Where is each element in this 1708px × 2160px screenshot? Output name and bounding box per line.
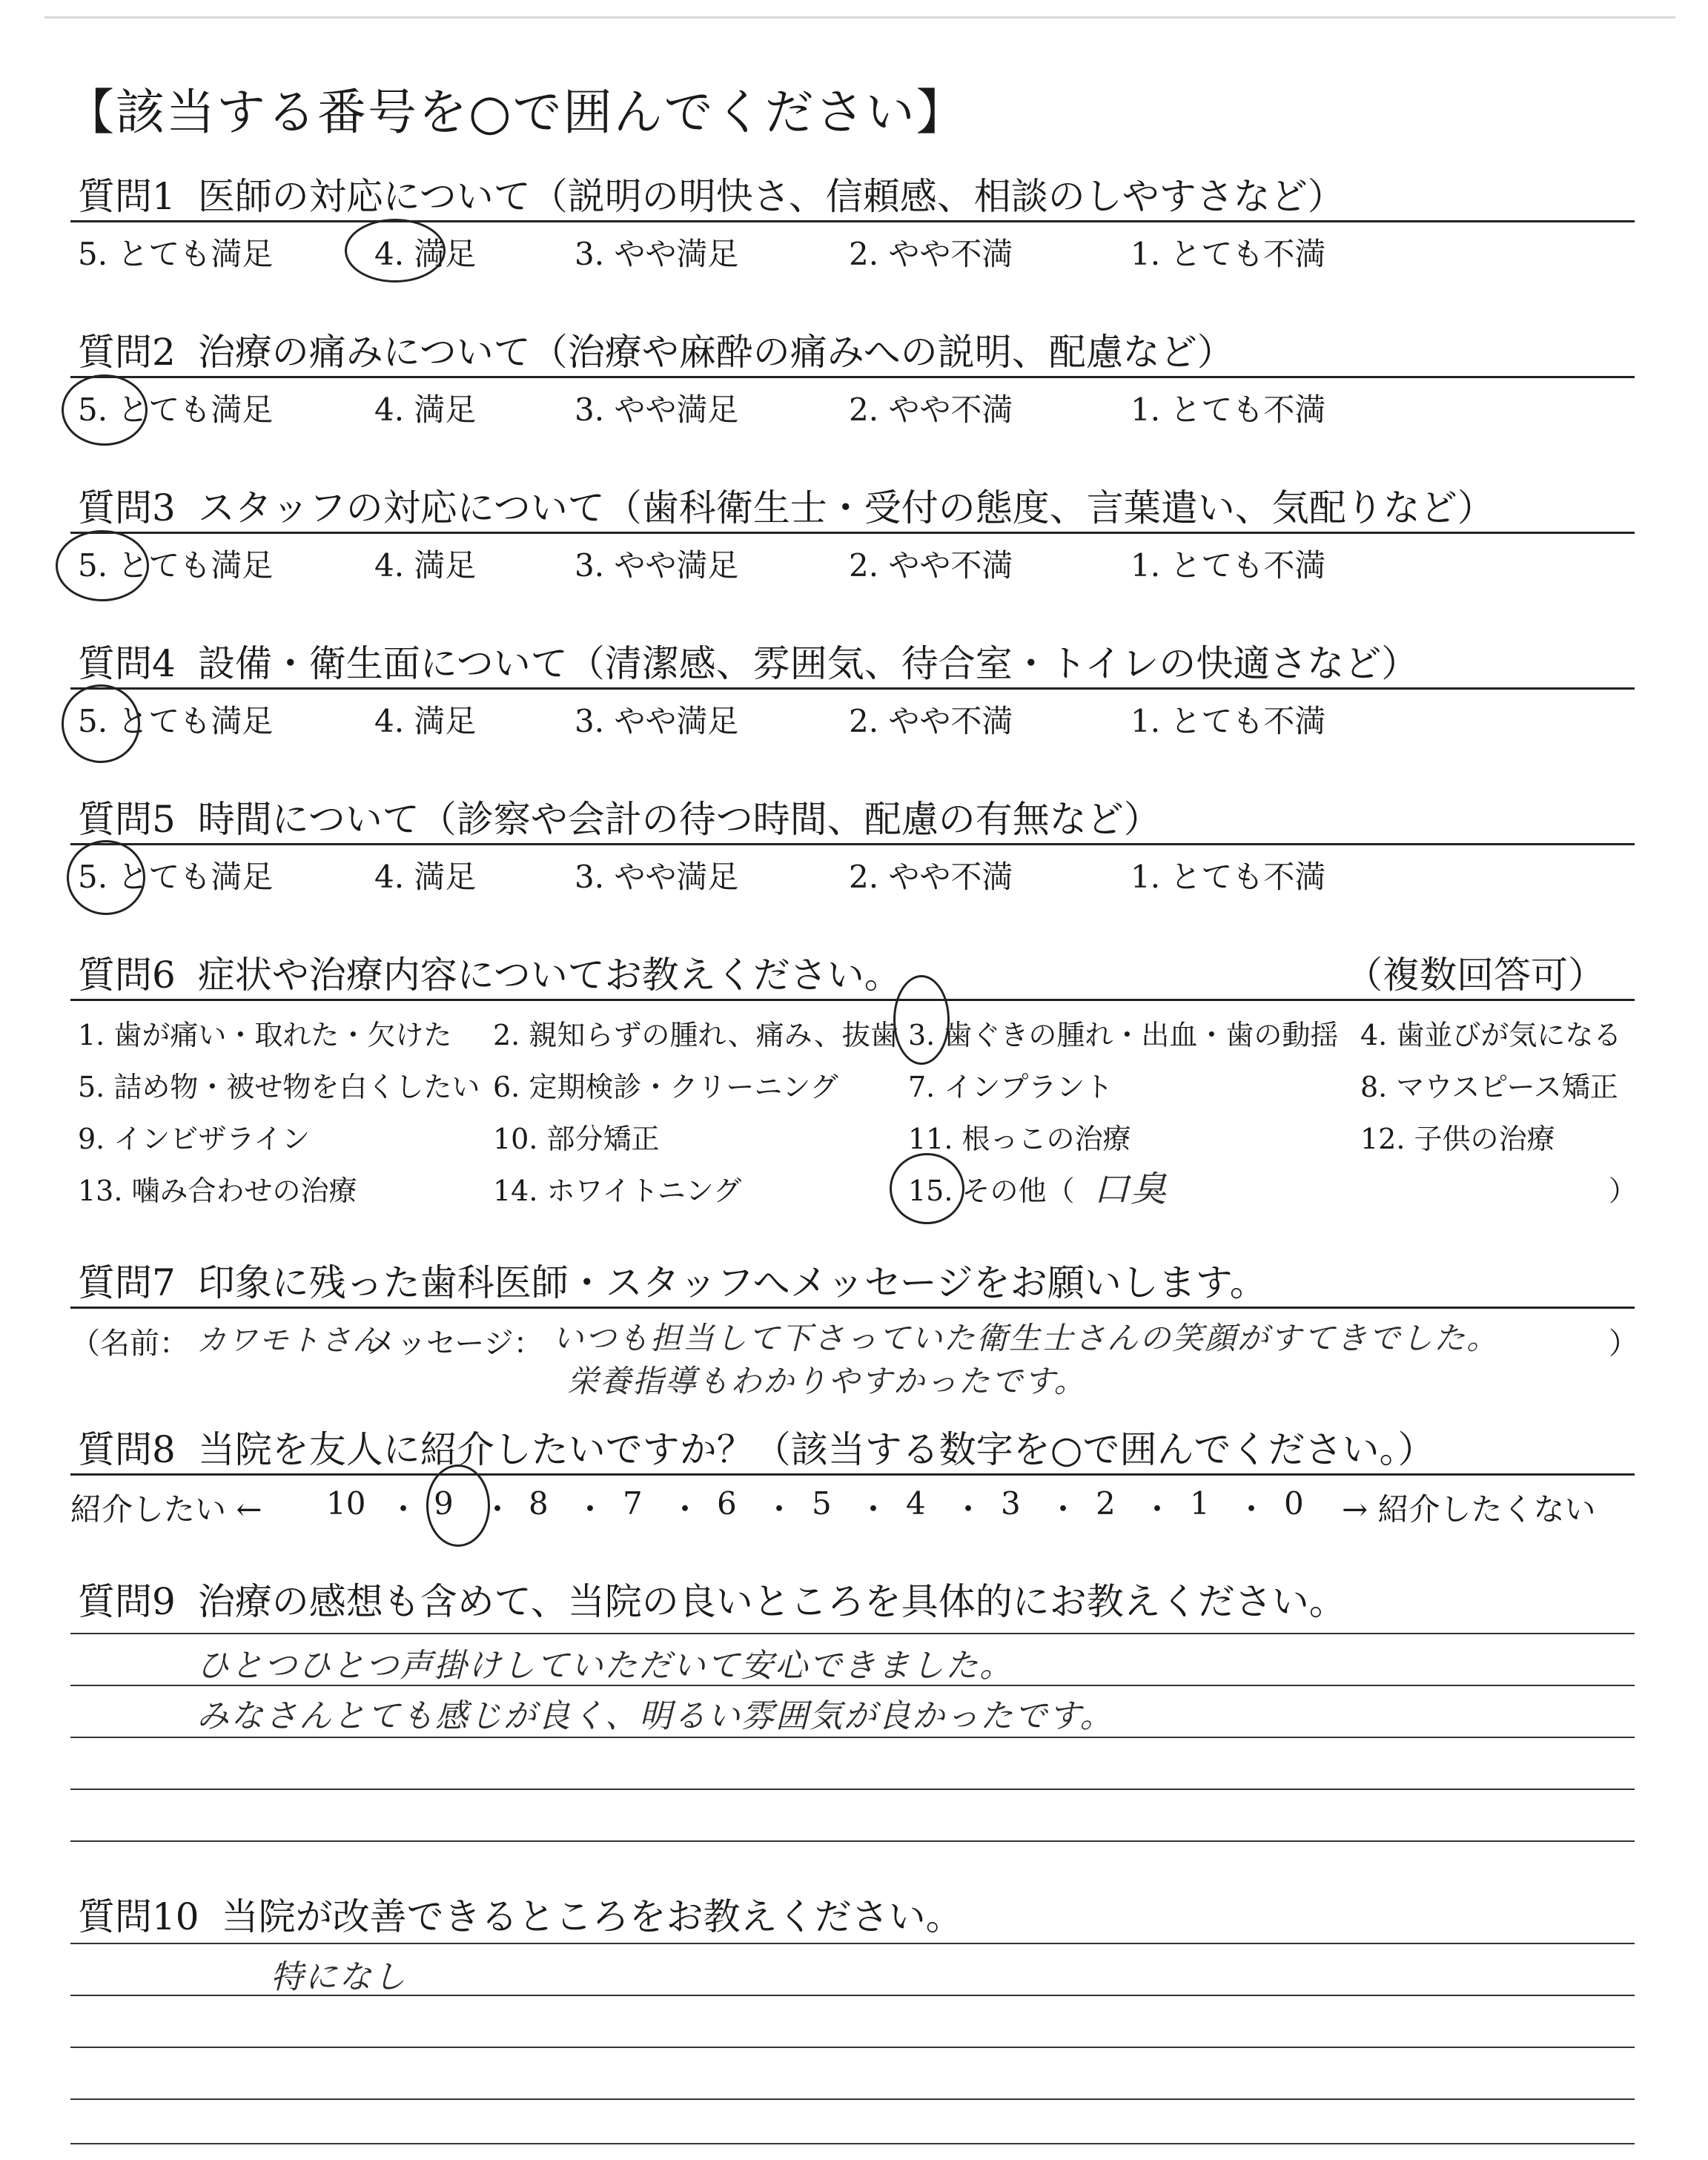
question-title (78, 1420, 1434, 1473)
symptom-item[interactable]: 2. 親知らずの腫れ、痛み、抜歯 (493, 1019, 898, 1051)
option-4[interactable]: 4. 満足 (374, 859, 477, 895)
option-2[interactable]: 2. やや不満 (849, 236, 1013, 272)
symptom-item-other[interactable]: 15. その他（ (908, 1175, 1075, 1207)
scale-left-label: 紹介したい ← (70, 1491, 262, 1527)
option-3[interactable]: 3. やや満足 (575, 236, 739, 272)
multiple-answers-note: （複数回答可） (1345, 954, 1605, 997)
symptom-item[interactable]: 11. 根っこの治療 (908, 1123, 1131, 1155)
option-2[interactable]: 2. やや不満 (849, 547, 1013, 584)
symptom-item[interactable]: 5. 詰め物・被せ物を白くしたい (78, 1071, 480, 1103)
option-1[interactable]: 1. とても不満 (1131, 236, 1326, 272)
scale-separator: ・ (1236, 1491, 1268, 1527)
question-title (78, 790, 1161, 843)
scale-right-label: → 紹介したくない (1342, 1491, 1596, 1527)
question-text: 治療の感想も含めて、当院の良いところを具体的にお教えください。 (197, 1580, 1346, 1623)
option-1[interactable]: 1. とても不満 (1131, 859, 1326, 895)
option-3[interactable]: 3. やや満足 (575, 859, 739, 895)
scale-separator: ・ (482, 1491, 514, 1527)
option-3[interactable]: 3. やや満足 (575, 392, 739, 428)
question-text: 時間について（診察や会計の待つ時間、配慮の有無など） (197, 798, 1161, 841)
option-1[interactable]: 1. とても不満 (1131, 547, 1326, 584)
scale-separator: ・ (764, 1491, 795, 1527)
symptom-item[interactable]: 6. 定期検診・クリーニング (493, 1071, 838, 1103)
option-5[interactable]: 5. とても満足 (78, 392, 274, 428)
option-5[interactable]: 5. とても満足 (78, 547, 274, 584)
divider (70, 220, 1635, 222)
other-handwritten: 口臭 (1093, 1169, 1168, 1210)
question-number: 質問6 (78, 954, 176, 997)
question-number: 質問5 (78, 798, 176, 841)
message-handwritten-line-2: 栄養指導もわかりやすかったです。 (567, 1363, 1087, 1399)
scale-separator: ・ (953, 1491, 984, 1527)
option-1[interactable]: 1. とても不満 (1131, 392, 1326, 428)
scale-value[interactable]: 1 (1190, 1485, 1210, 1522)
answer-line (70, 2098, 1635, 2100)
selection-circle (890, 1153, 964, 1224)
divider (70, 1307, 1635, 1309)
option-4[interactable]: 4. 満足 (374, 392, 477, 428)
symptom-item[interactable]: 4. 歯並びが気になる (1360, 1019, 1622, 1051)
name-label: （名前： (70, 1327, 189, 1361)
question-number: 質問10 (78, 1895, 199, 1938)
question-number: 質問1 (78, 175, 176, 218)
selection-circle (345, 219, 446, 283)
scale-value[interactable]: 5 (812, 1485, 832, 1522)
scale-separator: ・ (1047, 1491, 1079, 1527)
name-handwritten: カワモトさん (196, 1324, 383, 1358)
symptom-item[interactable]: 9. インビザライン (78, 1123, 311, 1155)
selection-circle (62, 684, 140, 763)
question-title (78, 945, 901, 999)
selection-circle (62, 374, 148, 446)
scale-value[interactable]: 7 (623, 1485, 643, 1522)
answer-line (70, 1737, 1635, 1738)
symptom-item[interactable]: 1. 歯が痛い・取れた・欠けた (78, 1019, 452, 1051)
answer-line (70, 2047, 1635, 2048)
symptom-item[interactable]: 10. 部分矯正 (493, 1123, 660, 1155)
question-text: 治療の痛みについて（治療や麻酔の痛みへの説明、配慮など） (197, 331, 1234, 374)
answer-handwritten-line-2: みなさんとても感じが良く、明るい雰囲気が良かったです。 (196, 1697, 1114, 1735)
question-title (78, 167, 1345, 220)
question-text: 設備・衛生面について（清潔感、雰囲気、待合室・トイレの快適さなど） (197, 642, 1419, 685)
selection-circle (56, 530, 149, 601)
question-title (78, 1572, 1346, 1625)
option-2[interactable]: 2. やや不満 (849, 703, 1013, 739)
divider (70, 999, 1635, 1001)
scale-value[interactable]: 9 (434, 1485, 454, 1522)
selection-circle (893, 975, 950, 1065)
scale-separator: ・ (858, 1491, 890, 1527)
question-title (78, 1887, 963, 1941)
divider (70, 1473, 1635, 1476)
scale-value[interactable]: 4 (906, 1485, 926, 1522)
scale-value[interactable]: 3 (1001, 1485, 1021, 1522)
option-5[interactable]: 5. とても満足 (78, 859, 274, 895)
answer-line (70, 2143, 1635, 2144)
scale-separator: ・ (1142, 1491, 1174, 1527)
answer-handwritten-line-1: ひとつひとつ声掛けしていただいて安心できました。 (196, 1647, 1014, 1685)
divider (70, 687, 1635, 690)
option-4[interactable]: 4. 満足 (374, 703, 477, 739)
message-label: メッセージ： (367, 1327, 543, 1361)
selection-circle (67, 840, 145, 915)
option-5[interactable]: 5. とても満足 (78, 703, 274, 739)
question-title (78, 323, 1234, 376)
option-1[interactable]: 1. とても不満 (1131, 703, 1326, 739)
question-text: 医師の対応について（説明の明快さ、信頼感、相談のしやすさなど） (197, 175, 1345, 218)
message-close-paren: ） (1609, 1327, 1638, 1361)
scan-edge (44, 16, 1675, 19)
question-text: スタッフの対応について（歯科衛生士・受付の態度、言葉遣い、気配りなど） (197, 486, 1494, 529)
scale-value[interactable]: 2 (1096, 1485, 1116, 1522)
answer-line (70, 1840, 1635, 1842)
message-handwritten-line-1: いつも担当して下さっていた衛生士さんの笑顔がすてきでした。 (552, 1320, 1500, 1356)
question-number: 質問2 (78, 331, 176, 374)
scale-separator: ・ (669, 1491, 701, 1527)
option-2[interactable]: 2. やや不満 (849, 392, 1013, 428)
symptom-item[interactable]: 3. 歯ぐきの腫れ・出血・歯の動揺 (908, 1019, 1339, 1051)
symptom-item[interactable]: 13. 噛み合わせの治療 (78, 1175, 357, 1207)
question-text: 当院を友人に紹介したいですか？（該当する数字を○で囲んでください。） (197, 1428, 1435, 1471)
question-number: 質問4 (78, 642, 176, 685)
symptom-item[interactable]: 7. インプラント (908, 1071, 1113, 1103)
question-number: 質問3 (78, 486, 176, 529)
form-heading: 【該当する番号を○で囲んでください】 (65, 84, 967, 141)
option-4[interactable]: 4. 満足 (374, 547, 477, 584)
scale-separator: ・ (575, 1491, 606, 1527)
question-text: 当院が改善できるところをお教えください。 (221, 1895, 963, 1938)
symptom-item[interactable]: 14. ホワイトニング (493, 1175, 742, 1207)
divider (70, 376, 1635, 378)
question-title (78, 634, 1418, 687)
question-number: 質問9 (78, 1580, 176, 1623)
other-close-paren: ） (1609, 1175, 1638, 1207)
symptom-item[interactable]: 12. 子供の治療 (1360, 1123, 1555, 1155)
question-text: 印象に残った歯科医師・スタッフへメッセージをお願いします。 (197, 1261, 1267, 1304)
answer-line (70, 1943, 1635, 1944)
symptom-item[interactable]: 8. マウスピース矯正 (1360, 1071, 1618, 1103)
option-3[interactable]: 3. やや満足 (575, 547, 739, 584)
question-text: 症状や治療内容についてお教えください。 (197, 954, 901, 997)
option-2[interactable]: 2. やや不満 (849, 859, 1013, 895)
question-number: 質問8 (78, 1428, 176, 1471)
answer-line (70, 1789, 1635, 1790)
scale-separator: ・ (388, 1491, 420, 1527)
selection-circle (426, 1464, 490, 1547)
question-title (78, 478, 1494, 532)
answer-line (70, 1633, 1635, 1634)
option-4[interactable]: 4. 満足 (374, 236, 477, 272)
scale-value[interactable]: 0 (1284, 1485, 1304, 1522)
divider (70, 532, 1635, 534)
option-5[interactable]: 5. とても満足 (78, 236, 274, 272)
scale-value[interactable]: 6 (717, 1485, 737, 1522)
divider (70, 843, 1635, 845)
question-title (78, 1253, 1267, 1307)
question-number: 質問7 (78, 1261, 176, 1304)
option-3[interactable]: 3. やや満足 (575, 703, 739, 739)
answer-handwritten-line-1: 特になし (271, 1958, 407, 1996)
scale-value[interactable]: 8 (529, 1485, 549, 1522)
scale-value[interactable]: 10 (326, 1485, 366, 1522)
